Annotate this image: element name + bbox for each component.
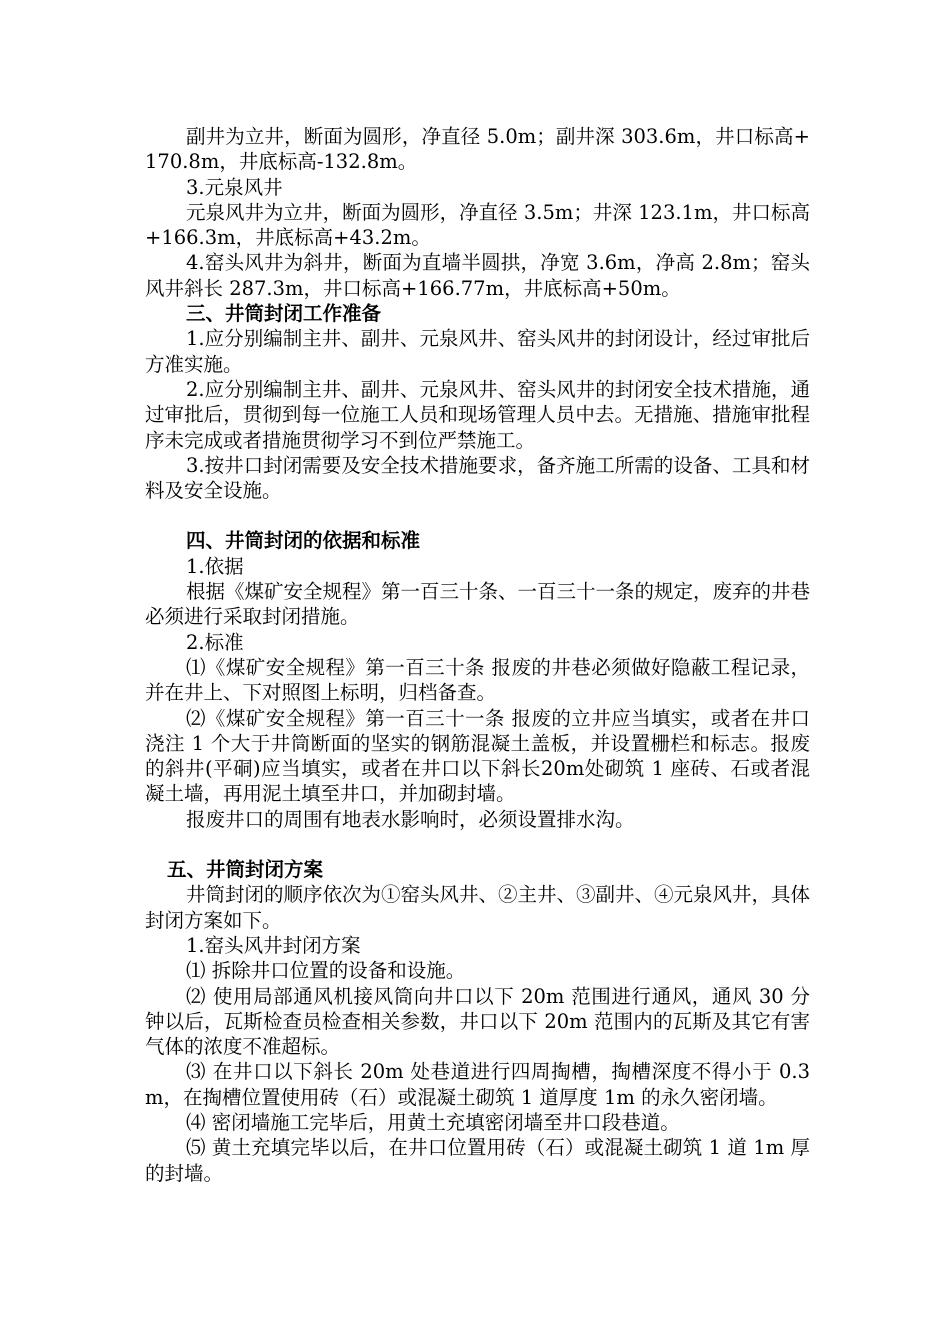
section-heading-3: 三、井筒封闭工作准备 — [186, 302, 382, 326]
document-body — [145, 124, 810, 1186]
paragraph-yaotou-shaft: 4.窑头风井为斜井，断面为直墙半圆拱，净宽 3.6m，净高 2.8m；窑头风井斜长 287.3m，井口标高+166.77m，井底标高+50m。 — [145, 251, 810, 300]
section-heading-4: 四、井筒封闭的依据和标准 — [186, 529, 421, 553]
paragraph-step-2: ⑵ 使用局部通风机接风筒向井口以下 20m 范围进行通风，通风 30 分钟以后，瓦斯检查员检查相关参数，井口以下 20m 范围内的瓦斯及其它有害气体的浓度不准超标。 — [145, 984, 810, 1059]
item-standard-heading: 2.标准 — [186, 630, 244, 654]
paragraph-auxiliary-shaft: 副井为立井，断面为圆形，净直径 5.0m；副井深 303.6m，井口标高+170.8m，井底标高-132.8m。 — [145, 125, 810, 174]
paragraph-standard-1: ⑴《煤矿安全规程》第一百三十条 报废的井巷必须做好隐蔽工程记录，并在井上、下对照图上标明，归档备查。 — [145, 655, 810, 705]
paragraph-step-4: ⑷ 密闭墙施工完毕后，用黄土充填密闭墙至井口段巷道。 — [186, 1110, 680, 1134]
item-yaotou-plan-heading: 1.窑头风井封闭方案 — [186, 933, 361, 957]
paragraph-standard-2: ⑵《煤矿安全规程》第一百三十一条 报废的立井应当填实，或者在井口浇注 1 个大于井筒断面的坚实的钢筋混凝土盖板，并设置栅栏和标志。报废的斜井(平硐)应当填实，或者在井口以下斜长20m处砌筑 1 座砖、石或者混凝土墙，再用泥土填至井口，并加砌封墙。 — [145, 706, 810, 806]
paragraph-drainage: 报废井口的周围有地表水影响时，必须设置排水沟。 — [186, 807, 635, 831]
paragraph-step-1: ⑴ 拆除井口位置的设备和设施。 — [186, 959, 466, 983]
paragraph-prep-3: 3.按井口封闭需要及安全技术措施要求，备齐施工所需的设备、工具和材料及安全设施。 — [145, 453, 810, 503]
item-yuanquan-shaft-heading: 3.元泉风井 — [186, 175, 283, 199]
paragraph-step-3: ⑶ 在井口以下斜长 20m 处巷道进行四周掏槽，掏槽深度不得小于 0.3m，在掏槽位置使用砖（石）或混凝土砌筑 1 道厚度 1m 的永久密闭墙。 — [145, 1060, 810, 1109]
spacer — [145, 832, 810, 857]
paragraph-basis: 根据《煤矿安全规程》第一百三十条、一百三十一条的规定，废弃的井巷必须进行采取封闭措施。 — [145, 580, 811, 629]
section-heading-5: 五、井筒封闭方案 — [167, 858, 324, 882]
paragraph-step-5: ⑸ 黄土充填完毕以后，在井口位置用砖（石）或混凝土砌筑 1 道 1m 厚的封墙。 — [145, 1136, 810, 1185]
paragraph-yuanquan-shaft: 元泉风井为立井，断面为圆形，净直径 3.5m；井深 123.1m，井口标高+166.3m，井底标高+43.2m。 — [145, 200, 810, 250]
spacer — [145, 503, 810, 528]
paragraph-prep-2: 2.应分别编制主井、副井、元泉风井、窑头风井的封闭安全技术措施，通过审批后，贯彻到每一位施工人员和现场管理人员中去。无措施、措施审批程序未完成或者措施贯彻学习不到位严禁施工。 — [145, 377, 810, 452]
item-basis-heading: 1.依据 — [186, 554, 244, 578]
paragraph-sequence: 井筒封闭的顺序依次为①窑头风井、②主井、③副井、④元泉风井，具体封闭方案如下。 — [145, 883, 811, 932]
paragraph-prep-1: 1.应分别编制主井、副井、元泉风井、窑头风井的封闭设计，经过审批后方准实施。 — [145, 327, 810, 376]
